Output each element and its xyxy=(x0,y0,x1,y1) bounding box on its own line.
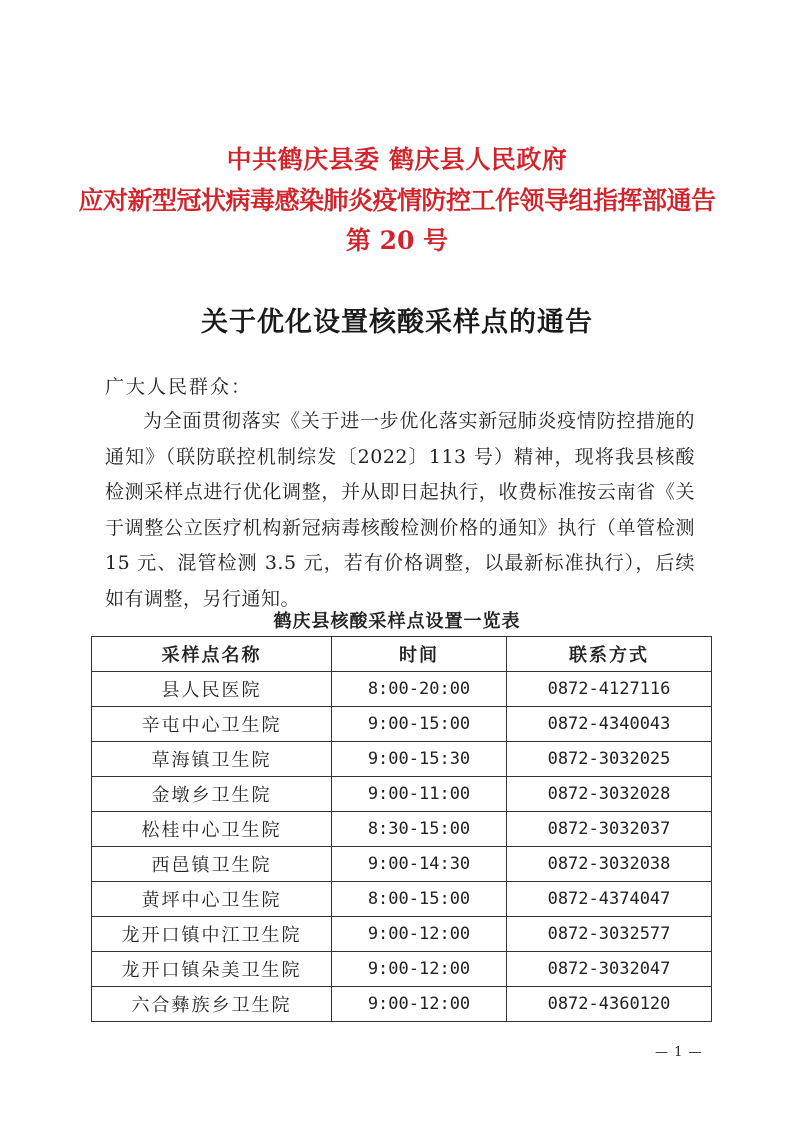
column-header-time: 时间 xyxy=(332,637,507,672)
site-hours: 9:00-12:00 xyxy=(332,987,507,1022)
site-name: 松桂中心卫生院 xyxy=(92,812,332,847)
site-phone: 0872-3032025 xyxy=(507,742,712,777)
site-phone: 0872-3032028 xyxy=(507,777,712,812)
document-header xyxy=(0,140,794,260)
column-header-contact: 联系方式 xyxy=(507,637,712,672)
table-row xyxy=(92,707,712,742)
site-hours: 9:00-12:00 xyxy=(332,917,507,952)
table-row xyxy=(92,987,712,1022)
site-hours: 9:00-12:00 xyxy=(332,952,507,987)
command-name-line: 应对新型冠状病毒感染肺炎疫情防控工作领导组指挥部通告 xyxy=(78,186,716,215)
site-phone: 0872-3032577 xyxy=(507,917,712,952)
site-hours: 9:00-15:00 xyxy=(332,707,507,742)
site-name: 六合彝族乡卫生院 xyxy=(92,987,332,1022)
site-name: 西邑镇卫生院 xyxy=(92,847,332,882)
table-row xyxy=(92,952,712,987)
site-hours: 9:00-11:00 xyxy=(332,777,507,812)
site-name: 金墩乡卫生院 xyxy=(92,777,332,812)
site-hours: 9:00-15:30 xyxy=(332,742,507,777)
table-row xyxy=(92,917,712,952)
table-row xyxy=(92,812,712,847)
site-name: 龙开口镇中江卫生院 xyxy=(92,917,332,952)
table-row xyxy=(92,882,712,917)
site-hours: 8:00-15:00 xyxy=(332,882,507,917)
site-hours: 9:00-14:30 xyxy=(332,847,507,882)
table-row xyxy=(92,847,712,882)
site-phone: 0872-3032047 xyxy=(507,952,712,987)
table-title: 鹤庆县核酸采样点设置一览表 xyxy=(273,611,521,632)
site-name: 草海镇卫生院 xyxy=(92,742,332,777)
site-phone: 0872-4374047 xyxy=(507,882,712,917)
body-paragraph: 为全面贯彻落实《关于进一步优化落实新冠肺炎疫情防控措施的通知》（联防联控机制综发〔2022〕113 号）精神，现将我县核酸检测采样点进行优化调整，并从即日起执行，收费标准按云南省《关于调整公立医疗机构新冠病毒核酸检测价格的通知》执行（单管检测 15 元、混管检测 3.5 元，若有价格调整，以最新标准执行），后续如有调整，另行通知。 xyxy=(105,410,695,610)
site-phone: 0872-4360120 xyxy=(507,987,712,1022)
site-name: 县人民医院 xyxy=(92,672,332,707)
site-name: 辛屯中心卫生院 xyxy=(92,707,332,742)
sampling-sites-table xyxy=(91,636,712,1022)
column-header-site: 采样点名称 xyxy=(92,637,332,672)
site-phone: 0872-4340043 xyxy=(507,707,712,742)
site-name: 黄坪中心卫生院 xyxy=(92,882,332,917)
site-name: 龙开口镇朵美卫生院 xyxy=(92,952,332,987)
site-hours: 8:30-15:00 xyxy=(332,812,507,847)
site-phone: 0872-3032037 xyxy=(507,812,712,847)
site-phone: 0872-3032038 xyxy=(507,847,712,882)
salutation: 广大人民群众： xyxy=(105,376,253,398)
table-row xyxy=(92,672,712,707)
notice-number: 第 20 号 xyxy=(345,226,449,255)
table-row xyxy=(92,777,712,812)
page-number: — 1 — xyxy=(655,1045,703,1060)
site-hours: 8:00-20:00 xyxy=(332,672,507,707)
document-title: 关于优化设置核酸采样点的通告 xyxy=(201,307,593,338)
site-phone: 0872-4127116 xyxy=(507,672,712,707)
table-row xyxy=(92,742,712,777)
table-header-row xyxy=(92,637,712,672)
issuer-line: 中共鹤庆县委 鹤庆县人民政府 xyxy=(226,145,568,174)
